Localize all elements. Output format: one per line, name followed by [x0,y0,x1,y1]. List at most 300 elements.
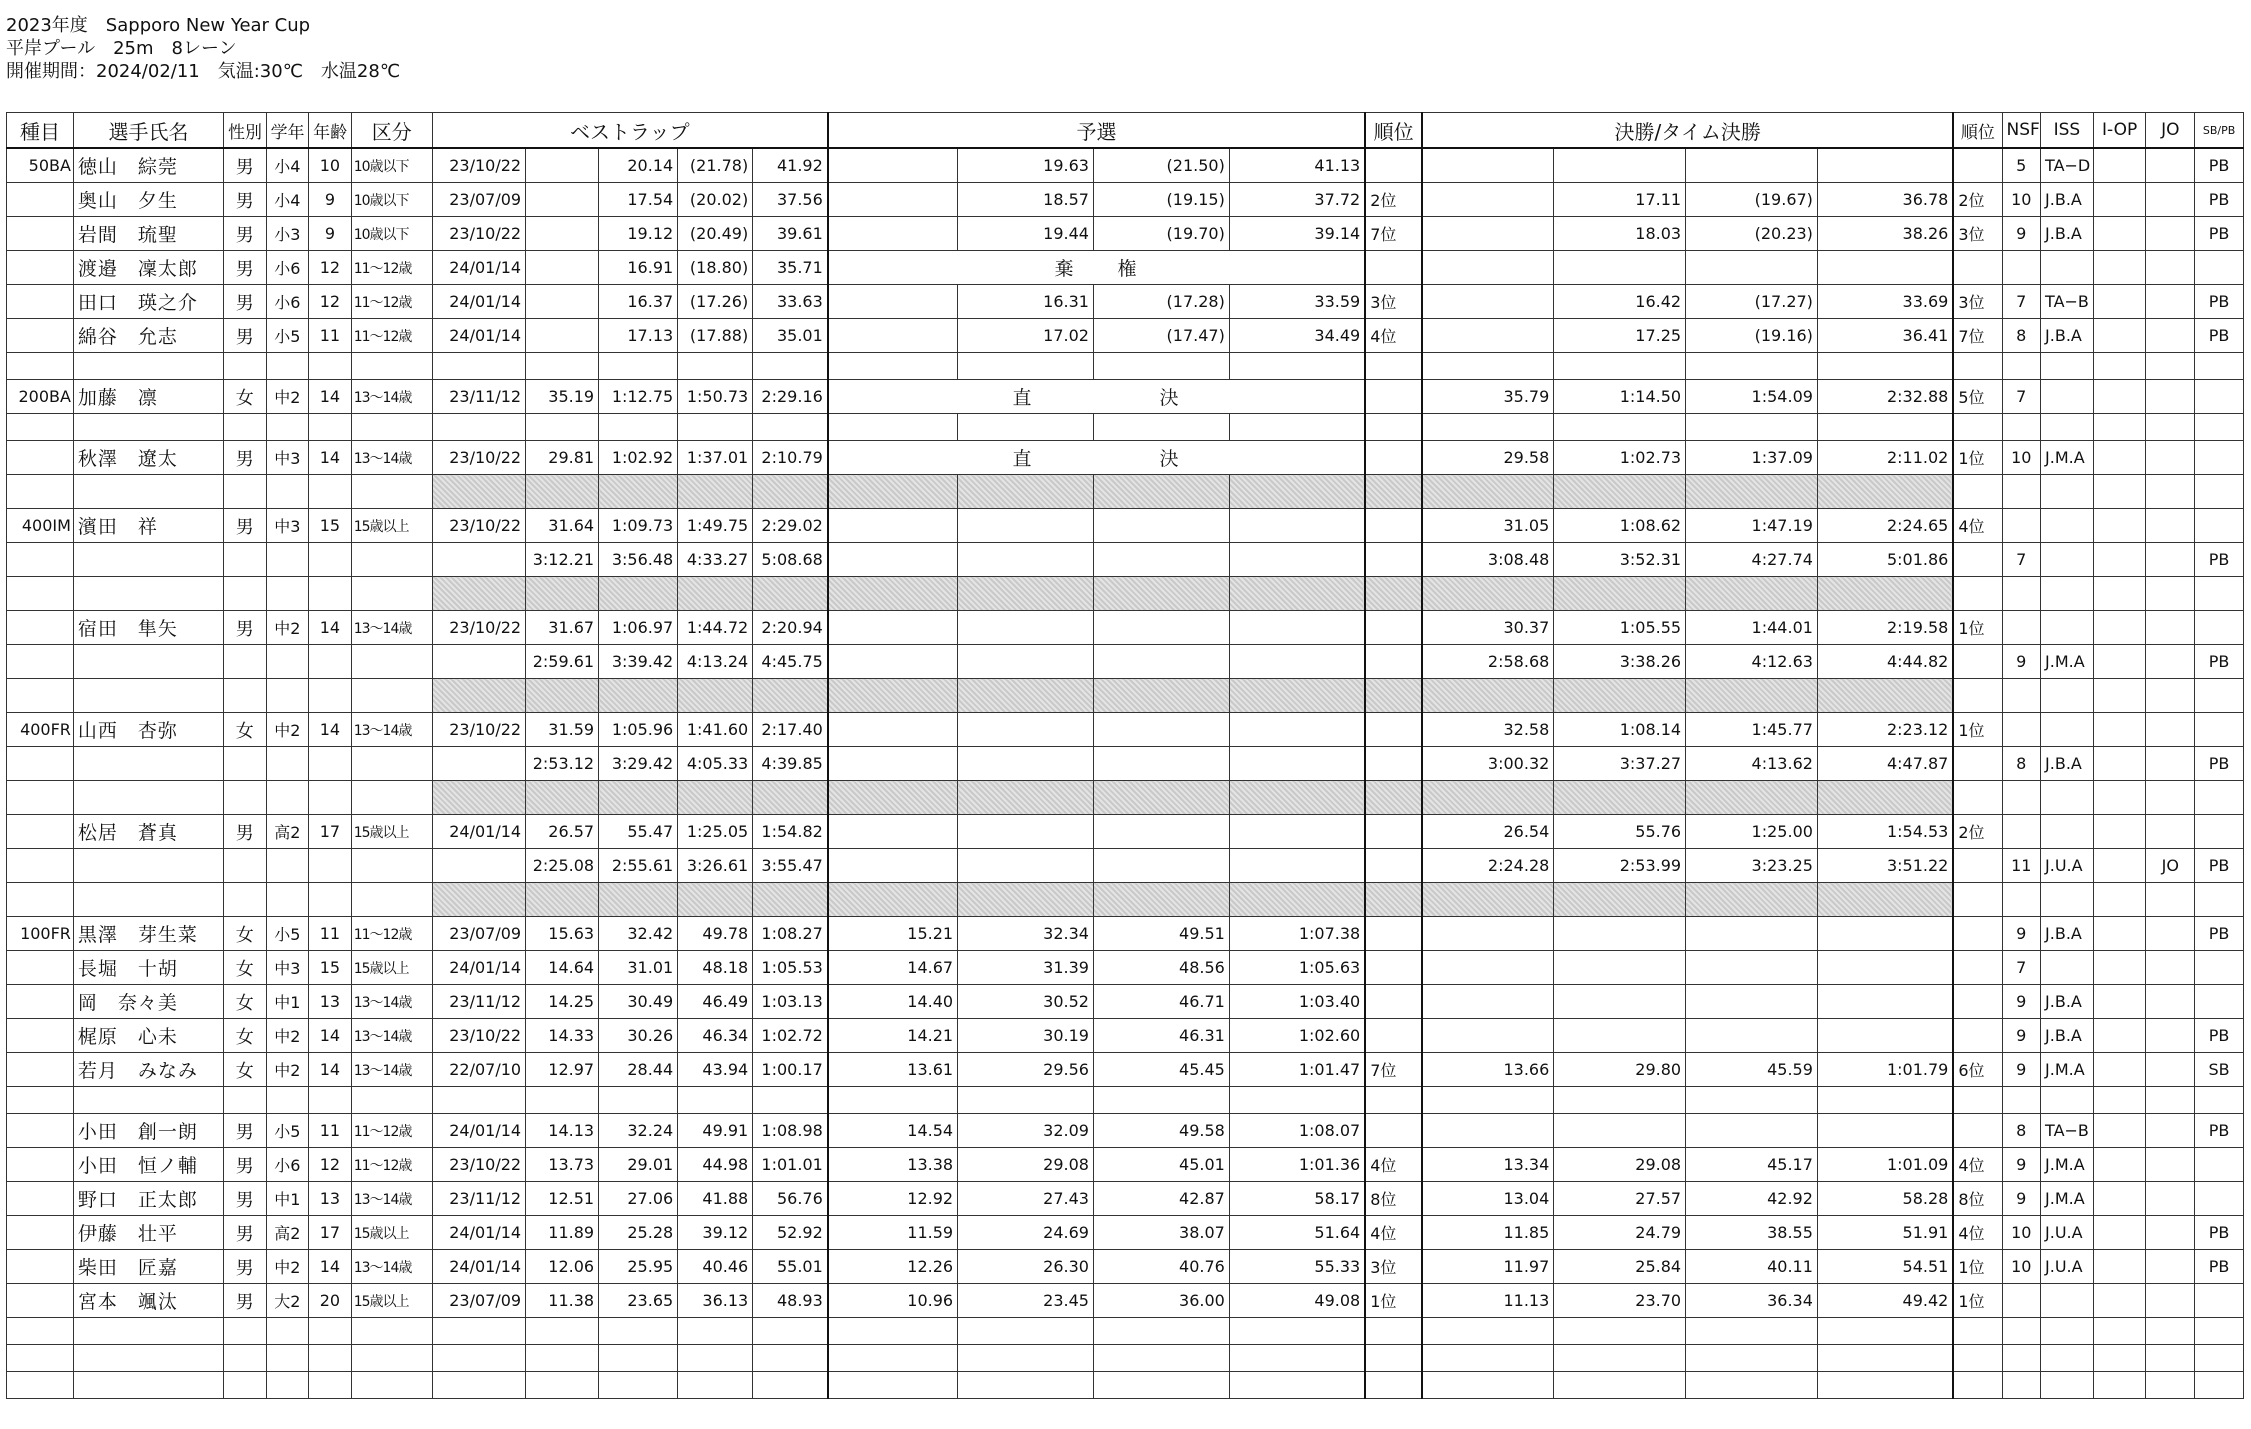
empty-cell [7,1318,74,1345]
sex-cell: 男 [223,251,266,285]
best-split: 1:09.73 [599,509,678,543]
results-table [6,112,2244,1399]
best-split: 14.33 [526,1019,599,1053]
empty-cell [7,414,74,441]
iss-cell [2041,251,2094,285]
jo-cell [2146,183,2195,217]
iop-cell [2093,815,2146,849]
empty-cell [1422,414,1554,441]
meet-title: 2023年度 Sapporo New Year Cup [6,15,311,36]
jo-cell [2146,441,2195,475]
best-split: 44.98 [678,1148,753,1182]
best-split [526,217,599,251]
final-split: 2:11.02 [1817,441,1953,475]
empty-cell [599,414,678,441]
prelim-split [1229,645,1365,679]
sbpb-cell [2195,951,2244,985]
empty-cell [828,1087,958,1114]
nsf-cell: 10 [2002,1216,2041,1250]
prelim-split: 17.02 [958,319,1094,353]
final-rank: 4位 [1953,1216,2002,1250]
empty-cell [1093,781,1229,815]
spacer-row [7,353,2244,380]
empty-cell [1229,475,1365,509]
empty-cell [2093,1318,2146,1345]
age-cell: 14 [309,441,352,475]
iop-cell [2093,1216,2146,1250]
best-date: 23/10/22 [432,441,525,475]
empty-cell [1093,577,1229,611]
best-split: 14.64 [526,951,599,985]
final-split: 18.03 [1554,217,1686,251]
final-split [1554,1114,1686,1148]
sex-cell [223,747,266,781]
sex-cell: 男 [223,1148,266,1182]
empty-cell [958,577,1094,611]
final-split [1554,985,1686,1019]
empty-cell [678,577,753,611]
sbpb-cell: PB [2195,917,2244,951]
empty-cell [266,353,309,380]
swimmer-name: 長堀 十胡 [73,951,223,985]
age-cell: 14 [309,1019,352,1053]
final-split: 55.76 [1554,815,1686,849]
divider-row [7,781,2244,815]
prelim-split: 14.67 [828,951,958,985]
sbpb-cell: PB [2195,849,2244,883]
division-cell: 15歳以上 [351,1216,432,1250]
age-cell: 11 [309,917,352,951]
col-prelim: 予選 [828,113,1365,149]
final-rank [1953,985,2002,1019]
empty-cell [2093,1372,2146,1399]
empty-cell [309,577,352,611]
iop-cell [2093,183,2146,217]
col-final: 決勝/タイム決勝 [1422,113,1953,149]
best-split: 30.26 [599,1019,678,1053]
sex-cell: 女 [223,951,266,985]
best-split: 4:45.75 [753,645,828,679]
grade-cell: 小6 [266,285,309,319]
sbpb-cell [2195,509,2244,543]
division-cell: 13〜14歳 [351,1182,432,1216]
event-cell [7,319,74,353]
prelim-split [1229,611,1365,645]
best-split: 43.94 [678,1053,753,1087]
empty-cell [2146,679,2195,713]
iop-cell [2093,917,2146,951]
empty-cell [73,353,223,380]
empty-cell [266,781,309,815]
final-split: (19.16) [1686,319,1818,353]
prelim-rank: 7位 [1365,1053,1422,1087]
table-row [7,251,2244,285]
swimmer-name: 小田 恒ノ輔 [73,1148,223,1182]
prelim-split [828,849,958,883]
jo-cell [2146,1114,2195,1148]
event-cell [7,1216,74,1250]
iss-cell: J.M.A [2041,1053,2094,1087]
iss-cell: TA−B [2041,1114,2094,1148]
final-split: 4:13.62 [1686,747,1818,781]
best-split: 16.91 [599,251,678,285]
jo-cell [2146,1019,2195,1053]
empty-cell [1365,1372,1422,1399]
empty-cell [7,1087,74,1114]
table-row [7,543,2244,577]
prelim-split [1229,713,1365,747]
final-rank: 7位 [1953,319,2002,353]
final-rank: 3位 [1953,217,2002,251]
prelim-split [1093,509,1229,543]
event-cell: 400IM [7,509,74,543]
empty-cell [1365,414,1422,441]
jo-cell [2146,1284,2195,1318]
empty-cell [351,1318,432,1345]
empty-cell [678,679,753,713]
table-row [7,183,2244,217]
prelim-split: 12.92 [828,1182,958,1216]
iop-cell [2093,319,2146,353]
sex-cell: 女 [223,380,266,414]
empty-cell [266,1345,309,1372]
prelim-split [958,713,1094,747]
empty-cell [309,679,352,713]
empty-cell [1953,883,2002,917]
best-split: 2:17.40 [753,713,828,747]
event-cell [7,849,74,883]
division-cell: 15歳以上 [351,509,432,543]
prelim-split: 42.87 [1093,1182,1229,1216]
empty-cell [7,781,74,815]
best-split: 35.19 [526,380,599,414]
age-cell [309,747,352,781]
best-split: 23.65 [599,1284,678,1318]
age-cell: 17 [309,815,352,849]
prelim-split: 41.13 [1229,148,1365,183]
event-cell: 100FR [7,917,74,951]
event-cell [7,1250,74,1284]
final-split: 1:01.79 [1817,1053,1953,1087]
nsf-cell: 8 [2002,1114,2041,1148]
final-split: 36.41 [1817,319,1953,353]
best-split: 55.01 [753,1250,828,1284]
prelim-split: 14.21 [828,1019,958,1053]
final-rank: 1位 [1953,441,2002,475]
empty-cell [1229,1372,1365,1399]
best-split: 1:05.53 [753,951,828,985]
table-row [7,1216,2244,1250]
empty-cell [599,1345,678,1372]
sex-cell: 男 [223,1250,266,1284]
iop-cell [2093,509,2146,543]
sex-cell [223,543,266,577]
empty-cell [1686,577,1818,611]
empty-cell [678,1087,753,1114]
divider-row [7,883,2244,917]
final-split: 27.57 [1554,1182,1686,1216]
age-cell: 14 [309,1053,352,1087]
final-split: 1:54.53 [1817,815,1953,849]
empty-cell [526,414,599,441]
best-date: 23/10/22 [432,611,525,645]
empty-cell [1817,679,1953,713]
best-split: 3:56.48 [599,543,678,577]
final-split: 38.26 [1817,217,1953,251]
empty-cell [526,1372,599,1399]
empty-cell [599,1087,678,1114]
best-split: (20.02) [678,183,753,217]
iop-cell [2093,747,2146,781]
grade-cell: 中2 [266,611,309,645]
nsf-cell: 9 [2002,217,2041,251]
iop-cell [2093,985,2146,1019]
empty-cell [2002,1372,2041,1399]
best-split: 1:08.98 [753,1114,828,1148]
nsf-cell: 9 [2002,917,2041,951]
sex-cell: 男 [223,1284,266,1318]
col-sbpb: SB/PB [2195,113,2244,149]
best-split: 3:29.42 [599,747,678,781]
best-split: 26.57 [526,815,599,849]
final-split: 54.51 [1817,1250,1953,1284]
final-split: 11.13 [1422,1284,1554,1318]
spacer-row [7,1345,2244,1372]
prelim-split [958,849,1094,883]
prelim-rank [1365,1114,1422,1148]
prelim-rank [1365,645,1422,679]
best-split: 2:53.12 [526,747,599,781]
empty-cell [7,475,74,509]
nsf-cell [2002,713,2041,747]
final-rank [1953,951,2002,985]
final-split [1422,917,1554,951]
final-rank [1953,148,2002,183]
prelim-split: 12.26 [828,1250,958,1284]
spacer-row [7,1372,2244,1399]
sbpb-cell [2195,985,2244,1019]
swimmer-name: 奥山 夕生 [73,183,223,217]
empty-cell [958,414,1094,441]
final-rank [1953,747,2002,781]
empty-cell [599,577,678,611]
final-split [1817,917,1953,951]
final-split: 13.04 [1422,1182,1554,1216]
jo-cell [2146,380,2195,414]
final-split [1817,251,1953,285]
prelim-split [1229,815,1365,849]
best-split: 31.59 [526,713,599,747]
final-split [1686,251,1818,285]
empty-cell [958,475,1094,509]
sbpb-cell: PB [2195,319,2244,353]
prelim-rank [1365,849,1422,883]
final-split [1422,183,1554,217]
swimmer-name: 柴田 匠嘉 [73,1250,223,1284]
swimmer-name: 濱田 祥 [73,509,223,543]
best-split: 39.61 [753,217,828,251]
final-split: 5:01.86 [1817,543,1953,577]
final-split [1686,951,1818,985]
empty-cell [2041,883,2094,917]
empty-cell [7,883,74,917]
col-prelim-rank: 順位 [1365,113,1422,149]
event-cell [7,1182,74,1216]
sex-cell: 男 [223,1216,266,1250]
empty-cell [2041,475,2094,509]
sex-cell: 男 [223,285,266,319]
empty-cell [1365,883,1422,917]
prelim-split [958,747,1094,781]
final-split: 1:05.55 [1554,611,1686,645]
empty-cell [1365,353,1422,380]
pool-info: 平岸プール 25m 8レーン [6,38,237,59]
best-split: 2:29.02 [753,509,828,543]
event-cell: 200BA [7,380,74,414]
empty-cell [1093,679,1229,713]
best-split [526,319,599,353]
division-cell [351,849,432,883]
nsf-cell [2002,611,2041,645]
empty-cell [1229,353,1365,380]
age-cell [309,645,352,679]
grade-cell: 中1 [266,985,309,1019]
age-cell: 12 [309,251,352,285]
final-split [1817,951,1953,985]
grade-cell: 小6 [266,251,309,285]
empty-cell [351,1087,432,1114]
col-iop: I-OP [2093,113,2146,149]
empty-cell [1686,1087,1818,1114]
empty-cell [1686,475,1818,509]
swimmer-name: 野口 正太郎 [73,1182,223,1216]
sex-cell: 男 [223,319,266,353]
nsf-cell: 11 [2002,849,2041,883]
empty-cell [351,414,432,441]
prelim-split [828,285,958,319]
prelim-split: 46.31 [1093,1019,1229,1053]
division-cell [351,543,432,577]
final-split: 2:19.58 [1817,611,1953,645]
iss-cell: TA−D [2041,148,2094,183]
empty-cell [223,475,266,509]
swimmer-name: 加藤 凛 [73,380,223,414]
prelim-split: 30.19 [958,1019,1094,1053]
age-cell: 17 [309,1216,352,1250]
final-split: 26.54 [1422,815,1554,849]
iop-cell [2093,251,2146,285]
iop-cell [2093,1019,2146,1053]
prelim-rank [1365,611,1422,645]
sbpb-cell [2195,611,2244,645]
prelim-rank [1365,441,1422,475]
best-date: 24/01/14 [432,319,525,353]
prelim-split [958,611,1094,645]
empty-cell [7,353,74,380]
grade-cell [266,849,309,883]
prelim-split: 32.34 [958,917,1094,951]
best-split: 4:05.33 [678,747,753,781]
iop-cell [2093,713,2146,747]
best-date: 23/11/12 [432,1182,525,1216]
empty-cell [753,414,828,441]
spacer-row [7,1318,2244,1345]
empty-cell [678,1318,753,1345]
nsf-cell: 9 [2002,985,2041,1019]
jo-cell [2146,985,2195,1019]
grade-cell: 小4 [266,148,309,183]
division-cell: 15歳以上 [351,951,432,985]
age-cell: 13 [309,985,352,1019]
final-split [1422,285,1554,319]
age-cell: 12 [309,285,352,319]
final-rank [1953,849,2002,883]
empty-cell [2195,1345,2244,1372]
division-cell: 10歳以下 [351,183,432,217]
final-split: 13.66 [1422,1053,1554,1087]
final-rank: 2位 [1953,815,2002,849]
nsf-cell: 9 [2002,645,2041,679]
prelim-split: 1:07.38 [1229,917,1365,951]
best-date: 24/01/14 [432,1114,525,1148]
final-split [1422,1114,1554,1148]
final-split: 49.42 [1817,1284,1953,1318]
best-date: 23/10/22 [432,217,525,251]
empty-cell [309,475,352,509]
sbpb-cell: PB [2195,1019,2244,1053]
event-cell [7,183,74,217]
empty-cell [1817,353,1953,380]
event-cell [7,611,74,645]
best-date: 23/11/12 [432,380,525,414]
col-best-lap: ベストラップ [432,113,827,149]
empty-cell [753,577,828,611]
prelim-split: 27.43 [958,1182,1094,1216]
final-split [1422,148,1554,183]
grade-cell: 小4 [266,183,309,217]
iss-cell: J.B.A [2041,747,2094,781]
best-split: 1:50.73 [678,380,753,414]
final-rank [1953,543,2002,577]
final-split: 11.97 [1422,1250,1554,1284]
final-rank: 4位 [1953,509,2002,543]
division-cell: 11〜12歳 [351,285,432,319]
final-split: 35.79 [1422,380,1554,414]
table-row [7,849,2244,883]
col-division: 区分 [351,113,432,149]
age-cell [309,543,352,577]
best-split [526,148,599,183]
best-date: 24/01/14 [432,251,525,285]
prelim-split: 1:08.07 [1229,1114,1365,1148]
best-split: 1:54.82 [753,815,828,849]
division-cell: 13〜14歳 [351,611,432,645]
final-split [1817,985,1953,1019]
prelim-rank [1365,917,1422,951]
prelim-split [1229,747,1365,781]
empty-cell [266,679,309,713]
empty-cell [309,1087,352,1114]
final-split [1554,951,1686,985]
empty-cell [2041,1372,2094,1399]
final-split: 13.34 [1422,1148,1554,1182]
empty-cell [2093,781,2146,815]
prelim-split: 49.58 [1093,1114,1229,1148]
iss-cell [2041,380,2094,414]
division-cell: 13〜14歳 [351,1019,432,1053]
prelim-split: 58.17 [1229,1182,1365,1216]
sex-cell: 男 [223,217,266,251]
